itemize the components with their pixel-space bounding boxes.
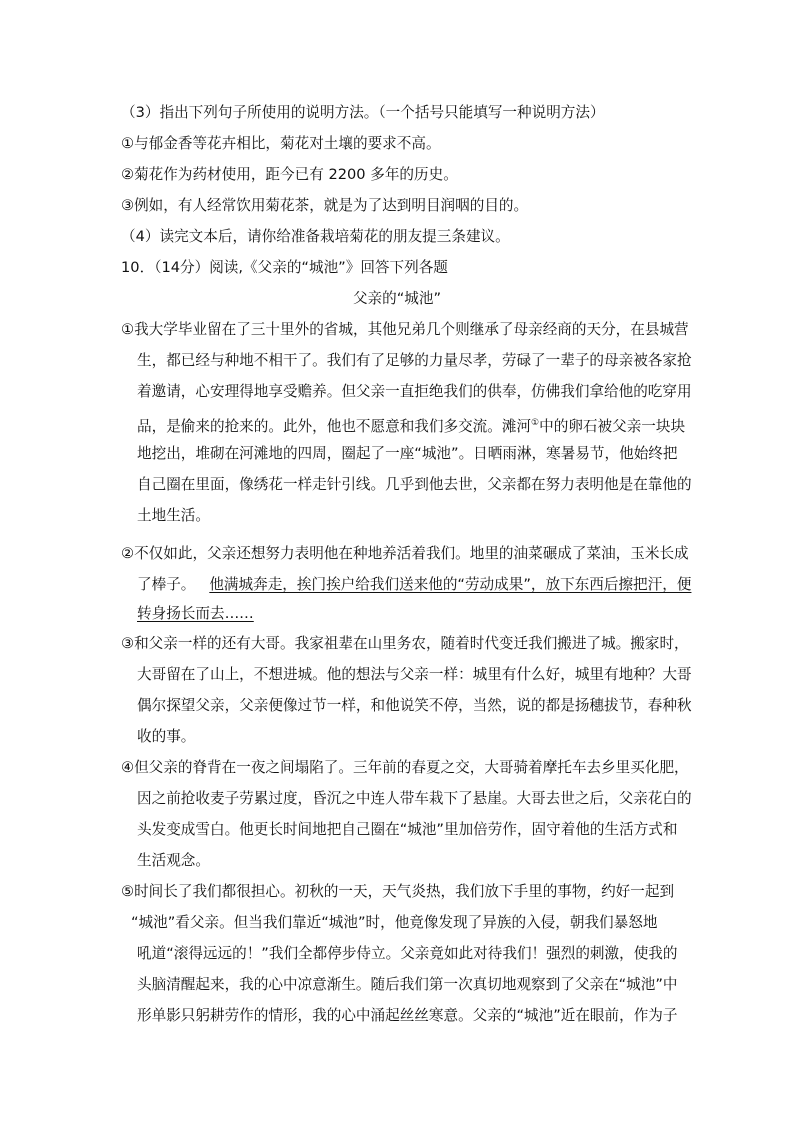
q4-prompt: （4）读完文本后，请你给准备栽培菊花的朋友提三条建议。 [121,228,510,245]
footnote-marker: ① [531,418,540,428]
paragraph-line: 土地生活。 [137,507,210,524]
paragraph-line: ⑤时间长了我们都很担心。初秋的一天，天气炎热，我们放下手里的事物，约好一起到 [121,883,675,900]
q3-prompt: （3）指出下列句子所使用的说明方法。（一个括号只能填写一种说明方法） [121,104,605,121]
paragraph-line: ③和父亲一样的还有大哥。我家祖辈在山里务农，随着时代变迁我们搬进了城。搬家时， [121,635,689,652]
paragraph-line: ④但父亲的脊背在一夜之间塌陷了。三年前的春夏之交，大哥骑着摩托车去乡里买化肥， [121,759,689,776]
paragraph-line [137,575,691,595]
paragraph-line: 大哥留在了山上，不想进城。他的想法与父亲一样：城里有什么好，城里有地种？大哥 [137,666,692,683]
paragraph-line: 吼道“滚得远远的！”我们全都停步侍立。父亲竟如此对待我们！强烈的刺激，使我的 [137,945,678,962]
paragraph-line: 收的事。 [137,728,196,745]
q3-item-1: ①与郁金香等花卉相比，菊花对土壤的要求不高。 [121,135,441,152]
text-run: 了棒子。 [137,576,196,593]
paragraph-line: “城池”看父亲。但当我们靠近“城池”时，他竟像发现了异族的入侵，朝我们暴怒地 [131,914,658,931]
paragraph-line: ①我大学毕业留在了三十里外的省城，其他兄弟几个则继承了母亲经商的天分，在县城营 [121,321,689,338]
paragraph-line: 形单影只躬耕劳作的情形，我的心中涌起丝丝寒意。父亲的“城池”近在眼前，作为子 [137,1007,678,1024]
underlined-sentence: 他满城奔走，挨门挨户给我们送来他的“劳动成果”，放下东西后擦把汗，便 [209,576,692,593]
paragraph-line: 头发变成雪白。他更长时间地把自己圈在“城池”里加倍劳作，固守着他的生活方式和 [137,821,678,838]
paragraph-line: ②不仅如此，父亲还想努力表明他在种地养活着我们。地里的油菜碾成了菜油，玉米长成 [121,545,689,562]
paragraph-line: 生活观念。 [137,852,210,869]
paragraph-line: 因之前抢收麦子劳累过度，昏沉之中连人带车栽下了悬崖。大哥去世之后，父亲花白的 [137,790,692,807]
paragraph-line: 着邀请，心安理得地享受赡养。但父亲一直拒绝我们的供奉，仿佛我们拿给他的吃穿用 [137,383,692,400]
article-title: 父亲的“城池” [352,290,442,307]
q3-item-3: ③例如，有人经常饮用菊花茶，就是为了达到明目润咽的目的。 [121,197,529,214]
paragraph-line: 头脑清醒起来，我的心中凉意渐生。随后我们第一次真切地观察到了父亲在“城池”中 [137,976,678,993]
paragraph-line [137,413,685,437]
paragraph-line: 地挖出，堆砌在河滩地的四周，圈起了一座“城池”。日晒雨淋，寒暑易节，他始终把 [137,445,678,462]
paragraph-line: 自己圈在里面，像绣花一样走针引线。几乎到他去世，父亲都在努力表明他是在靠他的 [137,476,692,493]
paragraph-line: 生，都已经与种地不相干了。我们有了足够的力量尽孝，劳碌了一辈子的母亲被各家抢 [137,352,692,369]
text-run: 中的卵石被父亲一块块 [539,417,686,435]
q10-prompt: 10．（14分）阅读,《父亲的“城池”》回答下列各题 [121,259,448,276]
paragraph-line: 偶尔探望父亲，父亲便像过节一样，和他说笑不停，当然，说的都是扬穗拔节，春种秋 [137,697,692,714]
text-run: 品，是偷来的抢来的。此外，他也不愿意和我们多交流。滩河 [137,417,532,435]
paragraph-line: 转身扬长而去…… [137,605,254,622]
q3-item-2: ②菊花作为药材使用，距今已有 2200 多年的历史。 [121,166,458,183]
